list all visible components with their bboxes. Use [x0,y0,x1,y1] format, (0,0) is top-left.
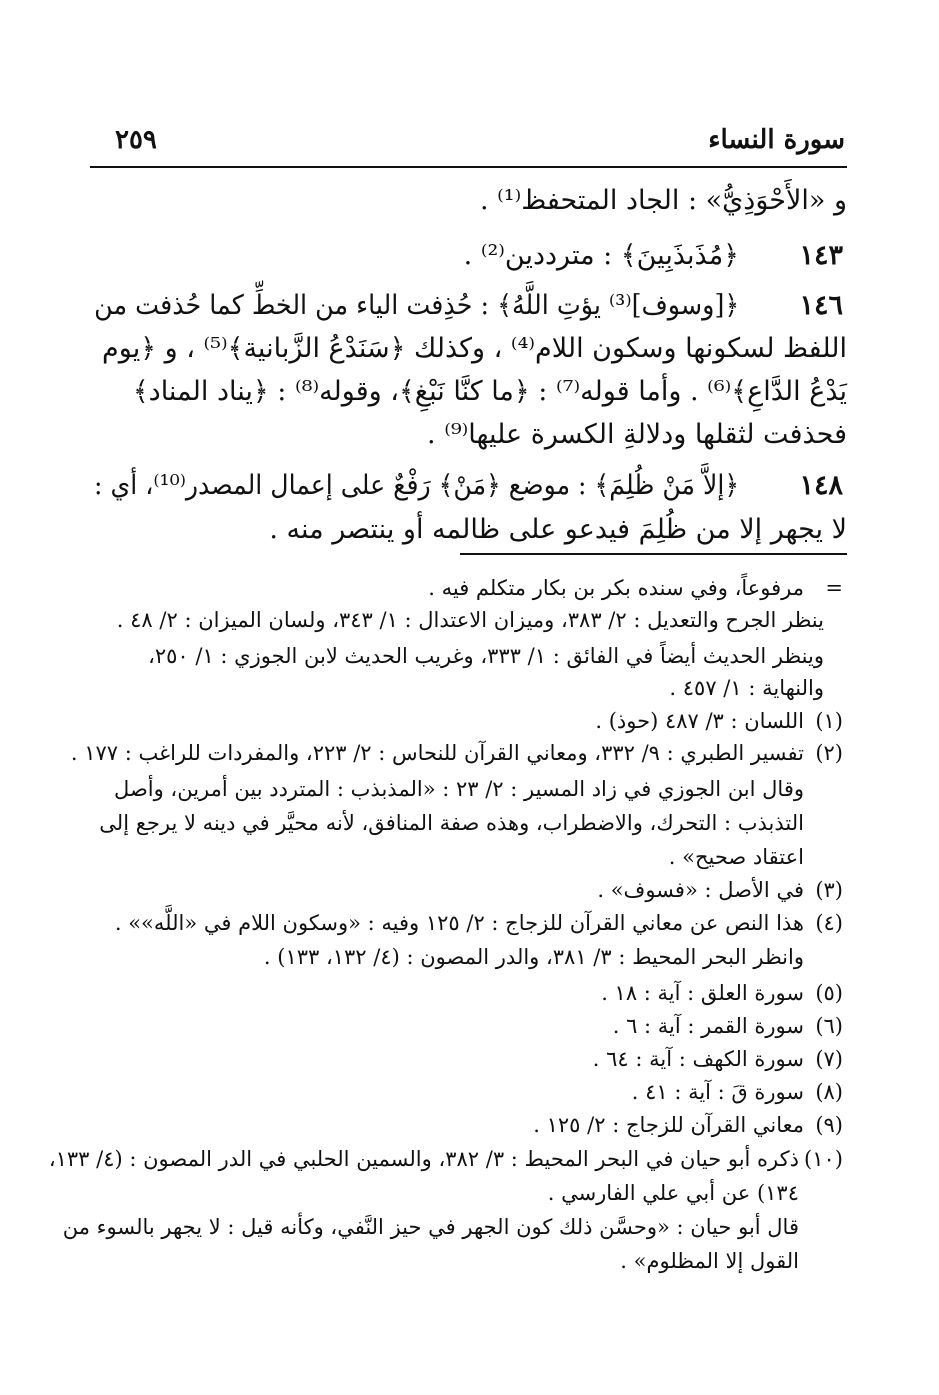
footnote-line: تفسير الطبري : ٩/ ٣٣٢، ومعاني القرآن للنحاس : ٢/ ٢٢٣، والمفردات للراغب : ١٧٧ . [70,741,804,765]
footnote-marker: (٢) [815,741,843,765]
footnote-line: ينظر الجرح والتعديل : ٢/ ٣٨٣، وميزان الاعتدال : ١/ ٣٤٣، ولسان الميزان : ٢/ ٤٨ . [116,608,824,632]
footnote-line: اللسان : ٣/ ٤٨٧ (حوذ) . [595,709,804,733]
footnote-line: سورة الكهف : آية : ٦٤ . [592,1047,804,1071]
footnote-marker: (٥) [815,981,843,1005]
footnote-line: القول إلا المظلوم» . [620,1249,799,1273]
footnote-line: سورة قَ : آية : ٤١ . [631,1080,804,1104]
footnote-line: ذكره أبو حيان في البحر المحيط : ٣/ ٣٨٢، والسمين الحلبي في الدر المصون : (٤/ ١٣٣، [48,1147,799,1171]
footnote-line: قال أبو حيان : «وحسَّن ذلك كون الجهر في حيز النَّفي، وكأنه قيل : لا يجهر بالسوء من [62,1215,799,1239]
page-number: ٢٥٩ [115,125,157,155]
header-rule [90,166,847,168]
footnote-marker: = [825,576,843,600]
verse-line: يَدْعُ الدَّاعِ﴾⁽⁶⁾ . وأما قوله⁽⁷⁾ : ﴿ما كنَّا نَبْغِ﴾، وقوله⁽⁸⁾ : ﴿يناد المناد﴾ [132,376,847,407]
footnote-separator [460,553,847,555]
footnote-line: وانظر البحر المحيط : ٣/ ٣٨١، والدر المصون : (٤/ ١٣٢، ١٣٣) . [263,945,804,969]
verse-line: لا يجهر إلا من ظُلِمَ فيدعو على ظالمه أو ينتصر منه . [269,514,847,545]
footnote-line: سورة العلق : آية : ١٨ . [601,981,804,1005]
verse-line: ﴿[وسوف]⁽³⁾ يؤتِ اللَّهُ﴾ : حُذِفت الياء من الخطِّ كما حُذفت من [93,290,739,321]
footnote-line: ١٣٤) عن أبي علي الفارسي . [547,1181,799,1205]
footnote-marker: (١٠) [804,1147,843,1171]
verse-line: فحذفت لثقلها ودلالةِ الكسرة عليها⁽⁹⁾ . [427,419,847,450]
footnote-marker: (٩) [815,1113,843,1137]
verse-number: ١٤٨ [799,470,843,501]
verse-line: ﴿إلاَّ مَنْ ظُلِمَ﴾ : موضع ﴿مَنْ﴾ رَفْعٌ على إعمال المصدر⁽¹⁰⁾، أي : [93,470,739,501]
footnote-line: التذبذب : التحرك، والاضطراب، وهذه صفة المنافق، لأنه محيَّر في دينه لا يرجع إلى [99,811,804,835]
footnote-line: وينظر الحديث أيضاً في الفائق : ١/ ٣٣٣، وغريب الحديث لابن الجوزي : ١/ ٢٥٠، [148,644,824,668]
footnote-marker: (٤) [815,911,843,935]
footnote-marker: (٧) [815,1047,843,1071]
footnote-line: مرفوعاً، وفي سنده بكر بن بكار متكلم فيه . [428,576,804,600]
footnote-marker: (١) [815,709,843,733]
verse-line: اللفظ لسكونها وسكون اللام⁽⁴⁾ ، وكذلك ﴿سَنَدْعُ الزَّبانية﴾⁽⁵⁾ ، و ﴿يوم [102,333,847,364]
running-header-title: سورة النساء [708,125,845,155]
footnote-line: سورة القمر : آية : ٦ . [612,1014,804,1038]
verse-line: و «الأَحْوَذِيُّ» : الجاد المتحفظ⁽¹⁾ . [479,185,847,216]
footnote-marker: (٦) [815,1014,843,1038]
footnote-line: معاني القرآن للزجاج : ٢/ ١٢٥ . [533,1113,804,1137]
footnote-line: والنهاية : ١/ ٤٥٧ . [669,676,824,700]
footnote-line: هذا النص عن معاني القرآن للزجاج : ٢/ ١٢٥ وفيه : «وسكون اللام في «اللَّه»» . [114,911,804,935]
verse-number: ١٤٣ [799,240,843,271]
footnote-marker: (٨) [815,1080,843,1104]
verse-number: ١٤٦ [799,290,843,321]
footnote-line: في الأصل : «فسوف» . [597,878,804,902]
footnote-marker: (٣) [815,878,843,902]
verse-line: ﴿مُذَبذَبِينَ﴾ : مترددين⁽²⁾ . [463,240,739,271]
footnote-line: اعتقاد صحيح» . [668,845,804,869]
footnote-line: وقال ابن الجوزي في زاد المسير : ٢/ ٢٣ : «المذبذب : المتردد بين أمرين، وأصل [114,777,804,801]
